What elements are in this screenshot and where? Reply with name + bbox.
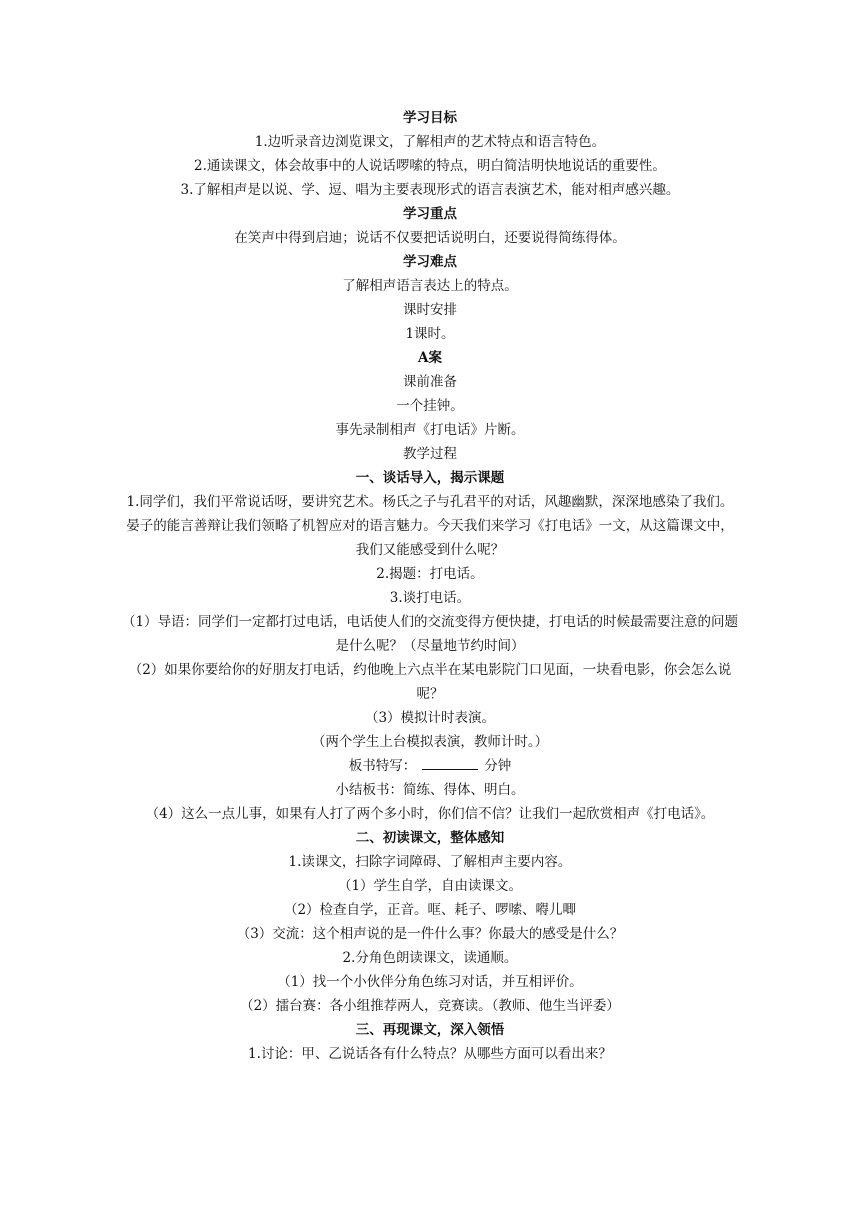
key-points-heading: 学习重点	[403, 206, 457, 222]
difficulty-heading: 学习难点	[403, 254, 457, 270]
section-2-heading: 二、初读课文，整体感知	[355, 830, 505, 846]
section-3-heading: 三、再现课文，深入领悟	[355, 1022, 505, 1038]
goal-item-3: 3.了解相声是以说、学、逗、唱为主要表现形式的语言表演艺术，能对相声感兴趣。	[180, 182, 680, 198]
section-2-paragraph-6: （1）找一个小伙伴分角色练习对话，并互相评价。	[277, 974, 583, 990]
section-2-paragraph-5: 2.分角色朗读课文，读通顺。	[342, 950, 518, 966]
goal-item-1: 1.边听录音边浏览课文，了解相声的艺术特点和语言特色。	[254, 134, 606, 150]
schedule-heading: 课时安排	[403, 302, 457, 318]
section-2-paragraph-7: （2）擂台赛：各小组推荐两人，竞赛读。（教师、他生当评委）	[240, 998, 620, 1014]
board-writing-line	[120, 754, 740, 778]
difficulty-text: 了解相声语言表达上的特点。	[342, 278, 518, 294]
process-heading: 教学过程	[403, 446, 457, 462]
section-1-paragraph-2: 2.揭题：打电话。	[376, 566, 484, 582]
section-2-paragraph-3: （2）检查自学，正音。哐、耗子、啰嗦、嘚儿唧	[283, 902, 577, 918]
prep-item-2: 事先录制相声《打电话》片断。	[335, 422, 525, 438]
section-1-paragraph-6: （3）模拟计时表演。	[364, 710, 496, 726]
section-2-paragraph-1: 1.读课文，扫除字词障碍、了解相声主要内容。	[288, 854, 572, 870]
section-2-paragraph-2: （1）学生自学，自由读课文。	[337, 878, 523, 894]
goals-heading: 学习目标	[403, 110, 457, 126]
section-1-heading: 一、谈话导入，揭示课题	[355, 470, 505, 486]
section-1-paragraph-1: 1.同学们，我们平常说话呀，要讲究艺术。杨氏之子与孔君平的对话，风趣幽默，深深地感染了我们。晏子的能言善辩让我们领略了机智应对的语言魅力。今天我们来学习《打电话》一文，从这篇课文中，我们又能感受到什么呢？	[126, 494, 734, 558]
section-3-paragraph-1: 1.讨论：甲、乙说话各有什么特点？从哪些方面可以看出来？	[248, 1046, 612, 1062]
fill-in-blank	[422, 757, 478, 770]
prep-item-1: 一个挂钟。	[396, 398, 464, 414]
goal-item-2: 2.通读课文，体会故事中的人说话啰嗦的特点，明白简洁明快地说话的重要性。	[194, 158, 666, 174]
section-2-paragraph-4: （3）交流：这个相声说的是一件什么事？你最大的感受是什么？	[236, 926, 624, 942]
section-1-paragraph-3: 3.谈打电话。	[389, 590, 471, 606]
plan-a-heading: A案	[418, 350, 442, 366]
board-writing-suffix: 分钟	[484, 758, 512, 774]
key-points-text: 在笑声中得到启迪；说话不仅要把话说明白，还要说得简练得体。	[234, 230, 626, 246]
section-1-paragraph-4: （1）导语：同学们一定都打过电话，电话使人们的交流变得方便快捷，打电话的时候最需要注意的问题是什么呢？（尽量地节约时间）	[121, 614, 739, 654]
board-writing-prefix: 板书特写：	[348, 758, 417, 774]
section-1-paragraph-9: 小结板书：简练、得体、明白。	[335, 782, 525, 798]
section-1-paragraph-10: （4）这么一点儿事，如果有人打了两个多小时，你们信不信？让我们一起欣赏相声《打电话》。	[145, 806, 715, 822]
prep-heading: 课前准备	[403, 374, 457, 390]
schedule-text: 1课时。	[405, 326, 455, 342]
document-page	[120, 106, 740, 1066]
section-1-paragraph-7: （两个学生上台模拟表演，教师计时。）	[311, 734, 549, 750]
section-1-paragraph-5: （2）如果你要给你的好朋友打电话，约他晚上六点半在某电影院门口见面，一块看电影，你会怎么说呢？	[128, 662, 732, 702]
